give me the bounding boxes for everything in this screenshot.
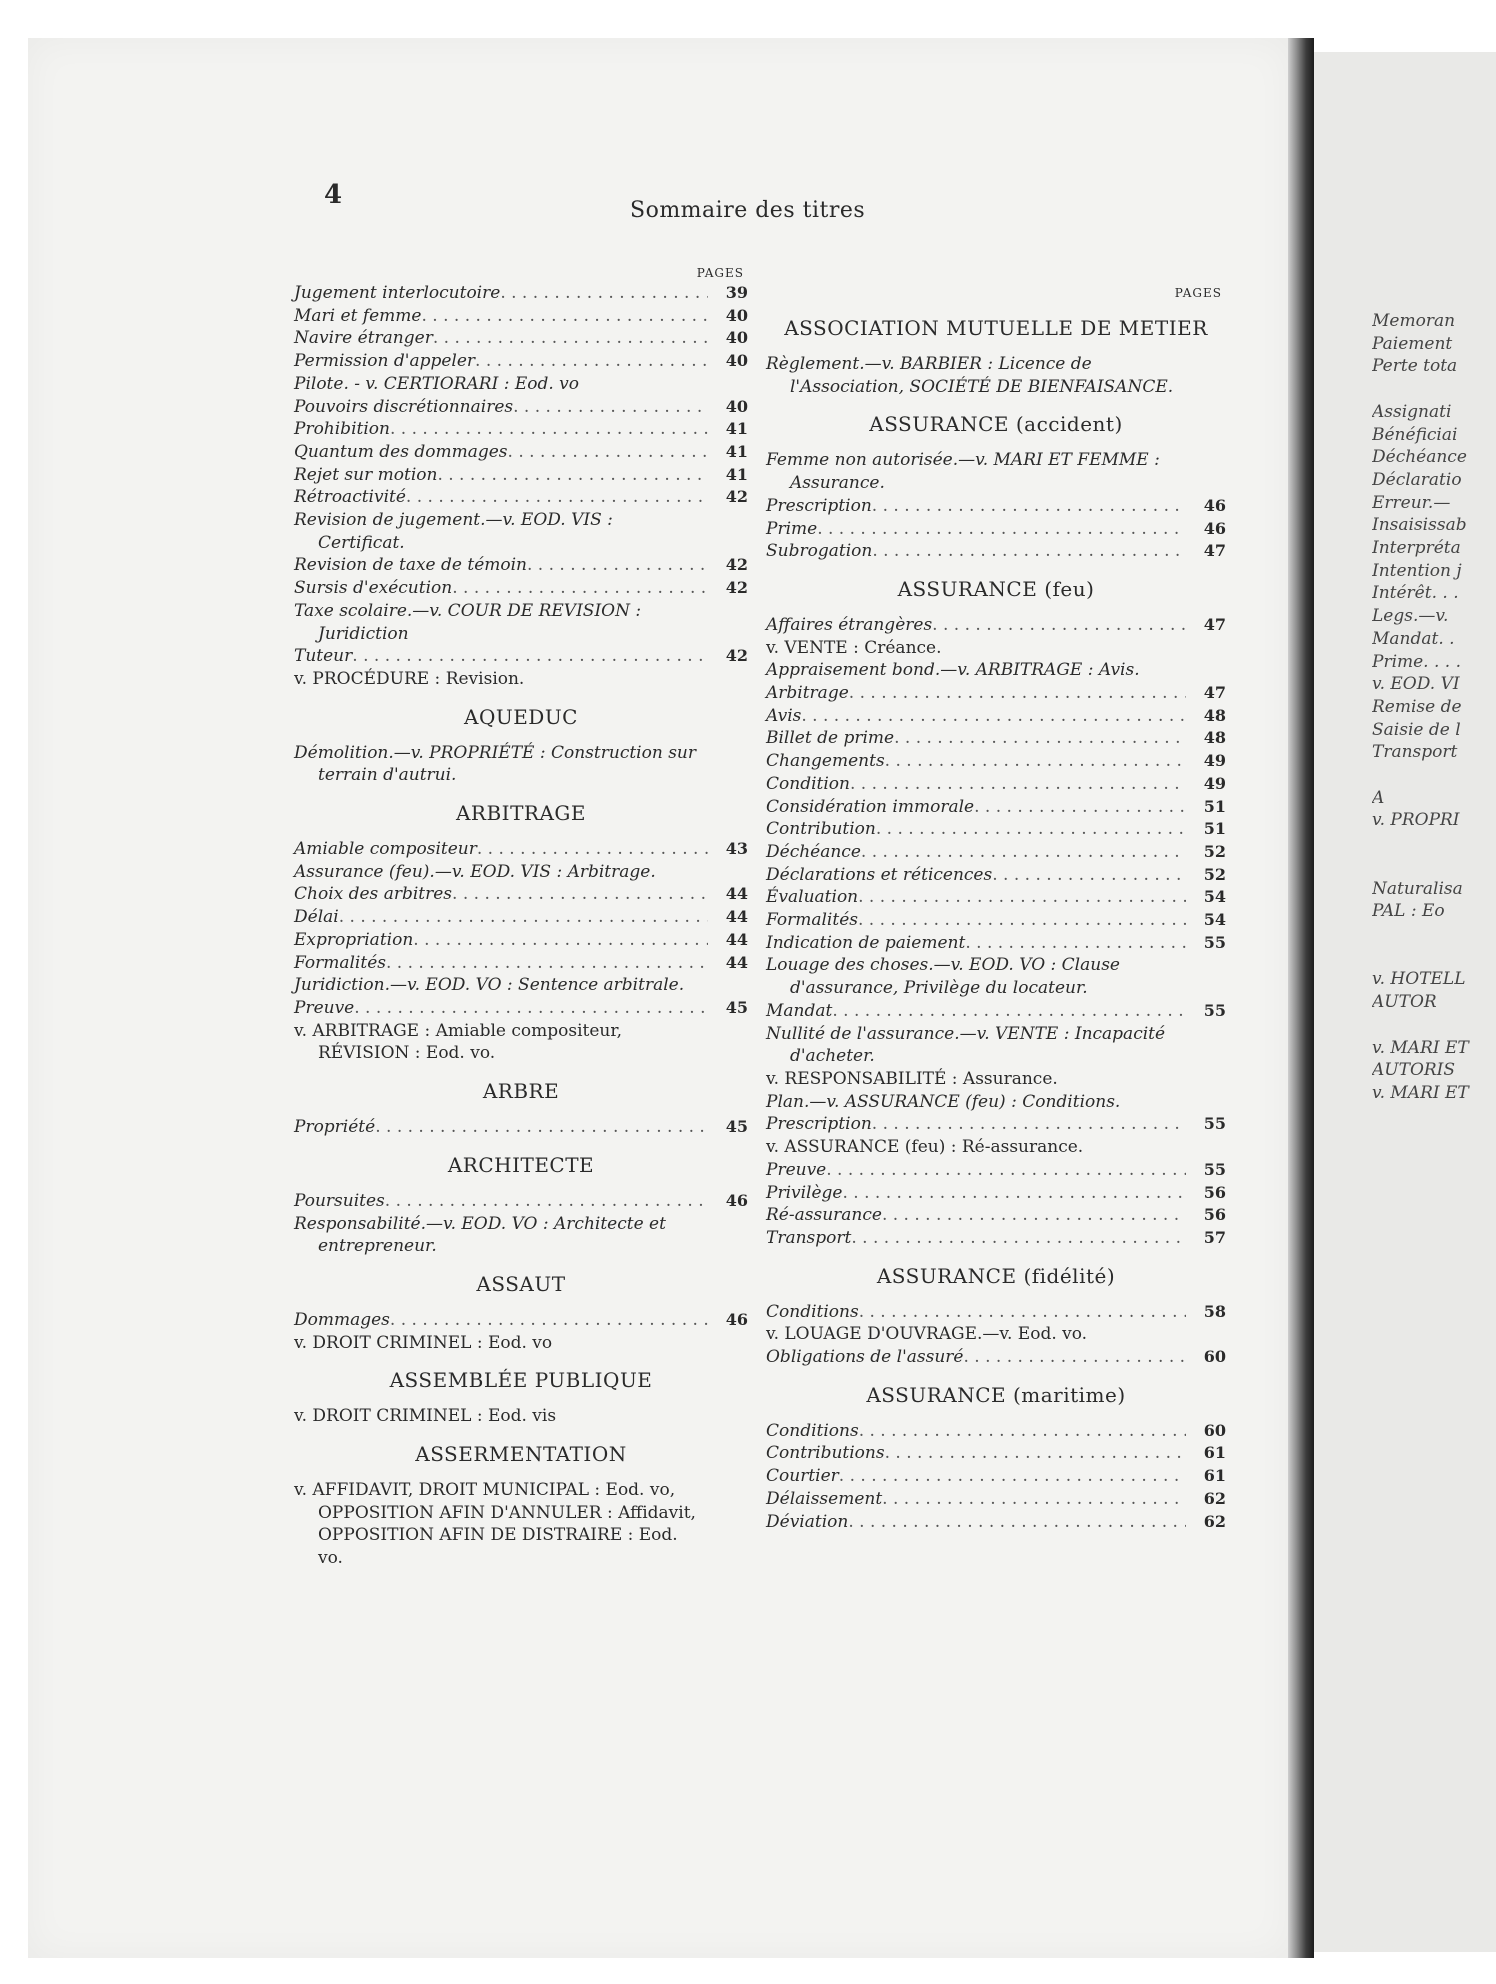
dot-leader bbox=[500, 282, 708, 305]
right-page-fragment: v. EOD. VI bbox=[1372, 674, 1460, 695]
index-entry bbox=[294, 464, 748, 487]
index-entry bbox=[766, 682, 1226, 705]
index-entry bbox=[766, 1227, 1226, 1250]
index-entry bbox=[766, 796, 1226, 819]
right-page-fragment: Intention j bbox=[1372, 560, 1462, 581]
index-entry bbox=[766, 864, 1226, 887]
entry-page-number: 54 bbox=[1203, 910, 1226, 930]
dot-leader bbox=[974, 796, 1186, 819]
dot-leader bbox=[406, 486, 708, 509]
entry-page-number: 60 bbox=[1203, 1347, 1226, 1367]
entry-label: Changements bbox=[766, 751, 885, 772]
dot-leader bbox=[858, 909, 1186, 932]
right-page-fragment: AUTORIS bbox=[1372, 1060, 1456, 1081]
dot-leader bbox=[437, 464, 708, 487]
right-page-fragment: Déchéance bbox=[1372, 447, 1467, 468]
entry-page-number: 55 bbox=[1203, 932, 1226, 952]
entry-label: Choix des arbitres bbox=[294, 884, 453, 905]
entry-page-number: 51 bbox=[1203, 796, 1226, 816]
pages-header: PAGES bbox=[696, 266, 744, 280]
entry-label: Formalités bbox=[294, 952, 386, 973]
entry-label: Quantum des dommages bbox=[294, 441, 508, 462]
dot-leader bbox=[390, 418, 708, 441]
dot-leader bbox=[386, 952, 708, 975]
dot-leader bbox=[385, 1190, 708, 1213]
index-entry bbox=[294, 1190, 748, 1213]
entry-page-number: 60 bbox=[1203, 1420, 1226, 1440]
entry-page-number: 61 bbox=[1203, 1443, 1226, 1463]
entry-page-number: 49 bbox=[1203, 751, 1226, 771]
entry-label: Considération immorale bbox=[766, 796, 975, 817]
entry-page-number: 48 bbox=[1203, 705, 1226, 725]
index-entry bbox=[766, 1113, 1226, 1136]
index-entry bbox=[766, 1301, 1226, 1324]
entry-label: Dommages bbox=[294, 1309, 390, 1330]
right-page-fragment: Bénéficiai bbox=[1372, 424, 1458, 445]
entry-page-number: 41 bbox=[725, 441, 748, 461]
dot-leader bbox=[848, 1511, 1186, 1534]
dot-leader bbox=[354, 997, 708, 1020]
entry-label: Ré-assurance bbox=[766, 1205, 882, 1226]
dot-leader bbox=[508, 441, 708, 464]
see-also-reference: v. AFFIDAVIT, DROIT MUNICIPAL : Eod. vo, OPPOSITION AFIN D'ANNULER : Affidavit, OPPOSITION AFIN DE DISTRAIRE : Eod. vo. bbox=[294, 1480, 696, 1569]
entry-label: Indication de paiement bbox=[766, 932, 966, 953]
entry-label: Poursuites bbox=[294, 1190, 385, 1211]
index-entry bbox=[294, 906, 748, 929]
right-page-fragment: Mandat. . bbox=[1372, 628, 1455, 649]
entry-label: Revision de taxe de témoin bbox=[294, 555, 527, 576]
dot-leader bbox=[859, 1301, 1186, 1324]
entry-label: Prescription bbox=[766, 1114, 872, 1135]
entry-label: Expropriation bbox=[294, 929, 414, 950]
see-also-reference: v. RESPONSABILITÉ : Assurance. bbox=[766, 1068, 1058, 1089]
index-entry bbox=[294, 282, 748, 305]
left-column bbox=[294, 262, 748, 1570]
see-also-reference: v. LOUAGE D'OUVRAGE.—v. Eod. vo. bbox=[766, 1324, 1088, 1345]
dot-leader bbox=[390, 1309, 708, 1332]
right-page-fragment bbox=[1372, 1014, 1496, 1037]
index-entry bbox=[294, 396, 748, 419]
entry-page-number: 55 bbox=[1203, 1114, 1226, 1134]
entry-page-number: 42 bbox=[725, 578, 748, 598]
entry-label: Transport bbox=[766, 1227, 852, 1248]
entry-page-number: 52 bbox=[1203, 864, 1226, 884]
dot-leader bbox=[932, 614, 1186, 637]
dot-leader bbox=[832, 1000, 1186, 1023]
entry-page-number: 55 bbox=[1203, 1159, 1226, 1179]
entry-page-number: 41 bbox=[725, 419, 748, 439]
entry-label: Déchéance bbox=[766, 841, 861, 862]
entry-label: Rétroactivité bbox=[294, 487, 406, 508]
right-page-fragment: Remise de bbox=[1372, 696, 1462, 717]
dot-leader bbox=[872, 495, 1186, 518]
section-heading: ARBITRAGE bbox=[455, 801, 587, 826]
dot-leader bbox=[513, 396, 708, 419]
right-page-fragment: AUTOR bbox=[1372, 992, 1437, 1013]
index-entry bbox=[294, 418, 748, 441]
entry-label: Prohibition bbox=[294, 419, 390, 440]
section-heading: ASSURANCE (maritime) bbox=[866, 1382, 1126, 1407]
entry-page-number: 62 bbox=[1203, 1511, 1226, 1531]
index-entry bbox=[766, 1346, 1226, 1369]
index-entry bbox=[766, 773, 1226, 796]
right-page-fragment: Paiement bbox=[1372, 333, 1453, 354]
cross-reference-entry: Responsabilité.—v. EOD. VO : Architecte et entrepreneur. bbox=[294, 1213, 666, 1257]
entry-page-number: 44 bbox=[725, 929, 748, 949]
entry-page-number: 49 bbox=[1203, 773, 1226, 793]
entry-page-number: 40 bbox=[725, 305, 748, 325]
entry-label: Billet de prime bbox=[766, 728, 895, 749]
dot-leader bbox=[992, 864, 1186, 887]
entry-page-number: 55 bbox=[1203, 1000, 1226, 1020]
right-page-fragment: Insaisissab bbox=[1372, 515, 1467, 536]
index-entry bbox=[294, 1116, 748, 1139]
right-page-fragment: A bbox=[1372, 787, 1385, 808]
entry-page-number: 46 bbox=[725, 1190, 748, 1210]
dot-leader bbox=[375, 1116, 708, 1139]
index-entry bbox=[294, 554, 748, 577]
cross-reference-entry: Assurance (feu).—v. EOD. VIS : Arbitrage. bbox=[294, 861, 656, 882]
section-heading: AQUEDUC bbox=[464, 704, 578, 729]
entry-label: Conditions bbox=[766, 1301, 859, 1322]
entry-label: Rejet sur motion bbox=[294, 464, 438, 485]
entry-label: Délai bbox=[294, 907, 339, 928]
entry-label: Propriété bbox=[294, 1117, 376, 1138]
entry-label: Subrogation bbox=[766, 541, 873, 562]
entry-page-number: 61 bbox=[1203, 1466, 1226, 1486]
index-entry bbox=[294, 645, 748, 668]
dot-leader bbox=[872, 540, 1186, 563]
right-page-fragment: Legs.—v. bbox=[1372, 606, 1449, 627]
index-entry bbox=[766, 1000, 1226, 1023]
index-entry bbox=[766, 727, 1226, 750]
right-page-fragment: v. MARI ET bbox=[1372, 1082, 1469, 1103]
entry-label: Déviation bbox=[766, 1511, 849, 1532]
cross-reference-entry: Pilote. - v. CERTIORARI : Eod. vo bbox=[294, 373, 579, 394]
right-page-fragment: Memoran bbox=[1372, 311, 1456, 331]
section-heading: ASSURANCE (fidélité) bbox=[876, 1263, 1116, 1288]
entry-label: Preuve bbox=[294, 997, 355, 1018]
right-page-fragment: Perte tota bbox=[1372, 356, 1458, 377]
index-entry bbox=[766, 841, 1226, 864]
index-entry bbox=[294, 305, 748, 328]
index-entry bbox=[294, 997, 748, 1020]
index-entry bbox=[294, 838, 748, 861]
entry-page-number: 40 bbox=[725, 351, 748, 371]
index-entry bbox=[766, 1442, 1226, 1465]
dot-leader bbox=[963, 1346, 1186, 1369]
see-also-reference: v. VENTE : Créance. bbox=[766, 637, 942, 658]
entry-label: Contribution bbox=[766, 819, 876, 840]
dot-leader bbox=[477, 838, 708, 861]
dot-leader bbox=[826, 1159, 1186, 1182]
cross-reference-entry: Plan.—v. ASSURANCE (feu) : Conditions. bbox=[766, 1091, 1121, 1112]
entry-page-number: 52 bbox=[1203, 841, 1226, 861]
entry-label: Condition bbox=[766, 773, 850, 794]
see-also-reference: v. ASSURANCE (feu) : Ré-assurance. bbox=[766, 1137, 1084, 1158]
index-entry bbox=[766, 495, 1226, 518]
index-entry bbox=[766, 932, 1226, 955]
index-entry bbox=[294, 577, 748, 600]
dot-leader bbox=[965, 932, 1186, 955]
entry-page-number: 48 bbox=[1203, 728, 1226, 748]
dot-leader bbox=[421, 305, 708, 328]
section-heading: ASSERMENTATION bbox=[415, 1442, 627, 1467]
pages-header: PAGES bbox=[1174, 286, 1222, 300]
index-entry bbox=[766, 614, 1226, 637]
right-page-fragment: Erreur.— bbox=[1372, 492, 1451, 513]
index-entry bbox=[766, 750, 1226, 773]
entry-label: Permission d'appeler bbox=[294, 351, 476, 372]
right-page-fragment: v. PROPRI bbox=[1372, 810, 1460, 831]
entry-page-number: 45 bbox=[725, 1117, 748, 1137]
entry-page-number: 56 bbox=[1203, 1205, 1226, 1225]
entry-page-number: 44 bbox=[725, 907, 748, 927]
entry-label: Pouvoirs discrétionnaires bbox=[294, 396, 514, 417]
entry-page-number: 39 bbox=[725, 283, 748, 302]
entry-label: Délaissement bbox=[766, 1488, 883, 1509]
entry-page-number: 46 bbox=[1203, 518, 1226, 538]
cross-reference-entry: Juridiction.—v. EOD. VO : Sentence arbitrale. bbox=[294, 975, 685, 996]
right-page-fragment: v. MARI ET bbox=[1372, 1037, 1469, 1058]
middle-column bbox=[766, 282, 1226, 1533]
index-entry bbox=[766, 1204, 1226, 1227]
index-entry bbox=[766, 1420, 1226, 1443]
page-number: 4 bbox=[324, 180, 343, 210]
dot-leader bbox=[433, 327, 708, 350]
see-also-reference: v. DROIT CRIMINEL : Eod. vis bbox=[294, 1406, 557, 1427]
index-entry bbox=[766, 518, 1226, 541]
cross-reference-entry: Revision de jugement.—v. EOD. VIS : Certificat. bbox=[294, 510, 613, 553]
right-page-fragment: Transport bbox=[1372, 742, 1458, 763]
entry-page-number: 46 bbox=[725, 1309, 748, 1329]
cross-reference-entry: Louage des choses.—v. EOD. VO : Clause d'assurance, Privilège du locateur. bbox=[766, 955, 1120, 999]
dot-leader bbox=[894, 727, 1186, 750]
entry-label: Courtier bbox=[766, 1466, 839, 1487]
entry-page-number: 54 bbox=[1203, 887, 1226, 907]
entry-label: Tuteur bbox=[294, 646, 353, 667]
see-also-reference: v. DROIT CRIMINEL : Eod. vo bbox=[294, 1332, 553, 1353]
entry-page-number: 45 bbox=[725, 997, 748, 1017]
dot-leader bbox=[849, 682, 1186, 705]
dot-leader bbox=[452, 577, 708, 600]
dot-leader bbox=[801, 705, 1186, 728]
right-page-fragment bbox=[1372, 378, 1496, 401]
dot-leader bbox=[817, 518, 1186, 541]
running-title: Sommaire des titres bbox=[630, 198, 866, 223]
right-page-fragment bbox=[1372, 832, 1496, 855]
see-also-reference: v. ARBITRAGE : Amiable compositeur, RÉVISION : Eod. vo. bbox=[294, 1020, 623, 1064]
entry-page-number: 44 bbox=[725, 884, 748, 904]
entry-page-number: 42 bbox=[725, 646, 748, 666]
entry-label: Arbitrage bbox=[766, 683, 849, 704]
entry-label: Déclarations et réticences bbox=[766, 864, 993, 885]
entry-page-number: 57 bbox=[1203, 1227, 1226, 1247]
right-page-fragment bbox=[1372, 946, 1496, 969]
entry-label: Navire étranger bbox=[294, 328, 433, 349]
index-entry bbox=[766, 1159, 1226, 1182]
entry-page-number: 42 bbox=[725, 555, 748, 575]
dot-leader bbox=[859, 1420, 1186, 1443]
right-page-fragment: Prime. . . . bbox=[1372, 651, 1462, 672]
left-column-entries bbox=[294, 282, 748, 1570]
entry-page-number: 47 bbox=[1203, 683, 1226, 703]
index-entry bbox=[766, 818, 1226, 841]
cross-reference-entry: Femme non autorisée.—v. MARI ET FEMME : Assurance. bbox=[766, 450, 1160, 494]
entry-label: Mari et femme bbox=[294, 305, 422, 326]
see-also-reference: v. PROCÉDURE : Revision. bbox=[294, 668, 525, 689]
index-entry bbox=[766, 909, 1226, 932]
dot-leader bbox=[872, 1113, 1186, 1136]
dot-leader bbox=[452, 883, 708, 906]
right-column-fragments bbox=[1372, 310, 1496, 1105]
dot-leader bbox=[882, 1204, 1186, 1227]
entry-label: Conditions bbox=[766, 1420, 859, 1441]
dot-leader bbox=[527, 554, 708, 577]
entry-label: Avis bbox=[766, 705, 802, 726]
entry-page-number: 51 bbox=[1203, 819, 1226, 839]
dot-leader bbox=[842, 1182, 1186, 1205]
index-entry bbox=[294, 350, 748, 373]
entry-label: Sursis d'exécution bbox=[294, 578, 453, 599]
section-heading: ASSURANCE (feu) bbox=[897, 576, 1095, 601]
entry-label: Contributions bbox=[766, 1443, 885, 1464]
entry-label: Évaluation bbox=[766, 887, 859, 908]
dot-leader bbox=[339, 906, 708, 929]
entry-page-number: 41 bbox=[725, 464, 748, 484]
dot-leader bbox=[876, 818, 1186, 841]
dot-leader bbox=[850, 773, 1186, 796]
right-page-fragment: Naturalisa bbox=[1372, 878, 1463, 899]
index-entry bbox=[766, 886, 1226, 909]
right-page-fragment: Intérêt. . . bbox=[1372, 583, 1459, 604]
entry-label: Formalités bbox=[766, 910, 858, 931]
section-heading: ASSOCIATION MUTUELLE DE METIER bbox=[784, 316, 1208, 340]
entry-page-number: 44 bbox=[725, 952, 748, 972]
entry-page-number: 58 bbox=[1203, 1301, 1226, 1321]
entry-page-number: 47 bbox=[1203, 541, 1226, 561]
entry-page-number: 56 bbox=[1203, 1182, 1226, 1202]
entry-label: Affaires étrangères bbox=[766, 614, 933, 635]
index-entry bbox=[294, 1309, 748, 1332]
cross-reference-entry: Règlement.—v. BARBIER : Licence de l'Association, SOCIÉTÉ DE BIENFAISANCE. bbox=[766, 354, 1174, 397]
cross-reference-entry: Nullité de l'assurance.—v. VENTE : Incapacité d'acheter. bbox=[766, 1023, 1166, 1067]
cross-reference-entry: Appraisement bond.—v. ARBITRAGE : Avis. bbox=[766, 660, 1140, 681]
entry-label: Obligations de l'assuré bbox=[766, 1347, 964, 1368]
section-heading: ASSAUT bbox=[476, 1271, 566, 1296]
dot-leader bbox=[352, 645, 708, 668]
index-entry bbox=[294, 883, 748, 906]
index-entry bbox=[766, 1182, 1226, 1205]
right-page-fragment bbox=[1372, 923, 1496, 946]
dot-leader bbox=[858, 886, 1186, 909]
entry-label: Prime bbox=[766, 518, 818, 539]
right-page-fragment: Assignati bbox=[1372, 401, 1452, 422]
index-entry bbox=[294, 441, 748, 464]
section-heading: ARCHITECTE bbox=[447, 1152, 595, 1177]
entry-label: Amiable compositeur bbox=[294, 839, 477, 860]
index-entry bbox=[294, 486, 748, 509]
index-entry bbox=[766, 1488, 1226, 1511]
dot-leader bbox=[413, 929, 708, 952]
index-entry bbox=[766, 1511, 1226, 1534]
entry-label: Preuve bbox=[766, 1159, 827, 1180]
entry-page-number: 40 bbox=[725, 328, 748, 348]
section-heading: ASSEMBLÉE PUBLIQUE bbox=[389, 1368, 653, 1393]
index-entry bbox=[294, 929, 748, 952]
index-entry bbox=[766, 1465, 1226, 1488]
dot-leader bbox=[885, 1442, 1186, 1465]
index-entry bbox=[294, 327, 748, 350]
entry-label: Jugement interlocutoire bbox=[294, 283, 501, 303]
entry-page-number: 40 bbox=[725, 396, 748, 416]
dot-leader bbox=[885, 750, 1186, 773]
dot-leader bbox=[475, 350, 708, 373]
index-entry bbox=[766, 705, 1226, 728]
index-entry bbox=[294, 952, 748, 975]
cross-reference-entry: Démolition.—v. PROPRIÉTÉ : Construction sur terrain d'autrui. bbox=[294, 742, 696, 786]
entry-label: Mandat bbox=[766, 1000, 833, 1021]
entry-label: Privilège bbox=[766, 1182, 843, 1203]
entry-label: Prescription bbox=[766, 495, 872, 516]
book-gutter bbox=[1288, 38, 1314, 1958]
section-heading: ASSURANCE (accident) bbox=[869, 412, 1123, 437]
middle-column-entries bbox=[766, 316, 1226, 1533]
entry-page-number: 43 bbox=[725, 839, 748, 859]
entry-page-number: 46 bbox=[1203, 495, 1226, 515]
cross-reference-entry: Taxe scolaire.—v. COUR DE REVISION : Juridiction bbox=[294, 600, 642, 644]
dot-leader bbox=[851, 1227, 1186, 1250]
section-heading: ARBRE bbox=[482, 1079, 560, 1104]
entry-page-number: 42 bbox=[725, 487, 748, 507]
right-page-fragment: Déclaratio bbox=[1372, 469, 1462, 490]
right-page-fragment: PAL : Eo bbox=[1372, 901, 1445, 922]
right-page-fragment: Interpréta bbox=[1372, 538, 1461, 559]
right-page-fragment bbox=[1372, 764, 1496, 787]
right-page-fragment: Saisie de l bbox=[1372, 719, 1461, 740]
entry-page-number: 62 bbox=[1203, 1488, 1226, 1508]
dot-leader bbox=[839, 1465, 1186, 1488]
right-page-fragment bbox=[1372, 855, 1496, 878]
index-entry bbox=[766, 540, 1226, 563]
dot-leader bbox=[882, 1488, 1186, 1511]
entry-page-number: 47 bbox=[1203, 614, 1226, 634]
right-page-fragment: v. HOTELL bbox=[1372, 969, 1466, 990]
dot-leader bbox=[861, 841, 1186, 864]
